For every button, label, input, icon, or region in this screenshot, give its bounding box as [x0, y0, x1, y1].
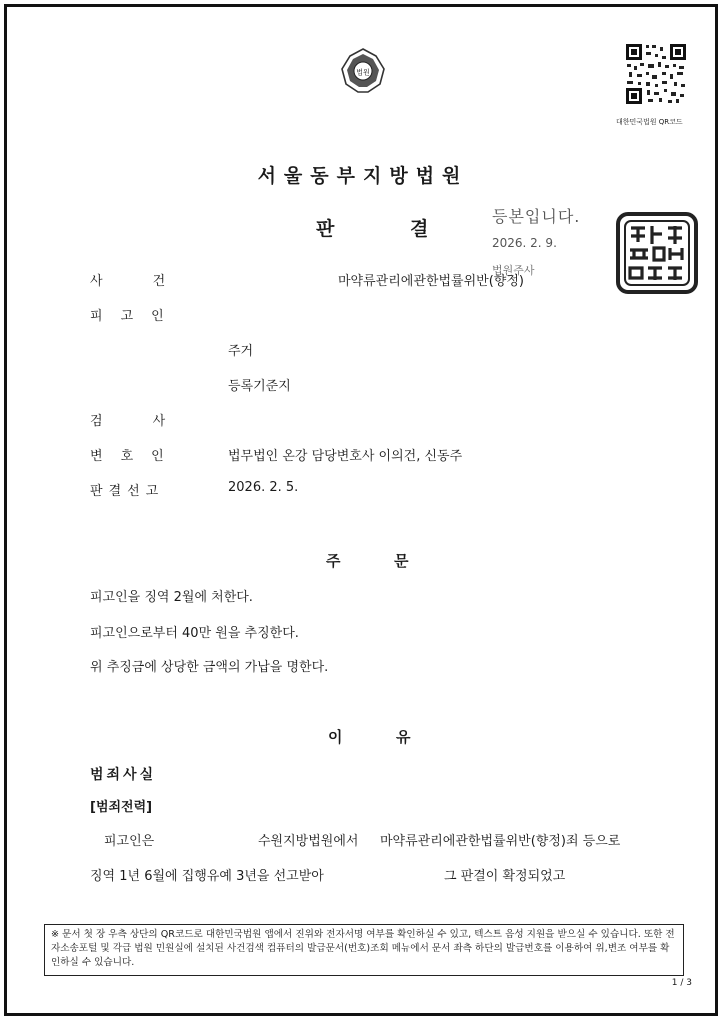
record-line-1-court: 수원지방법원에서 — [258, 834, 359, 849]
registry-label: 등록기준지 — [228, 379, 291, 394]
qr-code[interactable] — [624, 42, 688, 106]
certified-copy-text: 등본입니다. — [492, 207, 581, 226]
case-value: 마약류관리에관한법률위반(향정) — [338, 274, 524, 289]
certified-copy-date: 2026. 2. 9. — [492, 236, 557, 250]
verdict-date-value: 2026. 2. 5. — [228, 480, 299, 495]
record-line-2-start: 징역 1년 6월에 집행유예 3년을 선고받아 — [90, 869, 324, 884]
doc-title-char-1: 판 — [316, 218, 335, 240]
page-number: 1 / 3 — [671, 978, 692, 988]
order-heading-char-2: 문 — [394, 552, 409, 570]
verdict-date-label: 판 결 선 고 — [90, 484, 159, 499]
record-line-1-start: 피고인은 — [104, 834, 155, 849]
record-line-1-charge: 마약류관리에관한법률위반(향정)죄 등으로 — [380, 834, 621, 849]
reasons-heading-char-2: 유 — [396, 728, 411, 746]
certified-copy-court: 법원주사 — [492, 264, 535, 277]
official-seal — [616, 212, 698, 294]
defendant-label: 피 고 인 — [90, 309, 164, 324]
order-line-1: 피고인을 징역 2월에 처한다. — [90, 590, 253, 605]
counsel-value: 법무법인 온강 담당변호사 이의건, 신동주 — [228, 449, 463, 464]
counsel-label: 변 호 인 — [90, 449, 164, 464]
doc-title-char-2: 결 — [410, 218, 429, 240]
address-label: 주거 — [228, 344, 254, 359]
record-line-2-end: 그 판결이 확정되었고 — [444, 869, 566, 884]
qr-code-label: 대한민국법원 QR코드 — [616, 118, 683, 126]
reasons-heading-char-1: 이 — [328, 728, 343, 746]
case-label: 사 건 — [90, 274, 166, 289]
emblem-text: 법원 — [356, 68, 370, 77]
prosecutor-label: 검 사 — [90, 414, 166, 429]
criminal-facts-heading: 범죄사실 — [90, 767, 157, 783]
order-line-3: 위 추징금에 상당한 금액의 가납을 명한다. — [90, 660, 329, 675]
order-heading-char-1: 주 — [326, 552, 341, 570]
court-emblem-icon — [340, 48, 386, 94]
court-name: 서울동부지방법원 — [257, 165, 469, 187]
criminal-record-heading: [범죄전력] — [90, 800, 153, 815]
verification-notice: ※ 문서 첫 장 우측 상단의 QR코드로 대한민국법원 앱에서 진위와 전자서명 여부를 확인하실 수 있고, 텍스트 음성 지원을 받으실 수 있습니다. 또한 전자소송포털 및 각급 법원 민원실에 설치된 사건검색 컴퓨터의 발급문서(번호)조회 메뉴에서 문서 좌측 하단의 발급번호를 이용하여 위,변조 여부를 확인하실 수 있습니다. — [44, 924, 684, 976]
order-line-2: 피고인으로부터 40만 원을 추징한다. — [90, 626, 299, 641]
